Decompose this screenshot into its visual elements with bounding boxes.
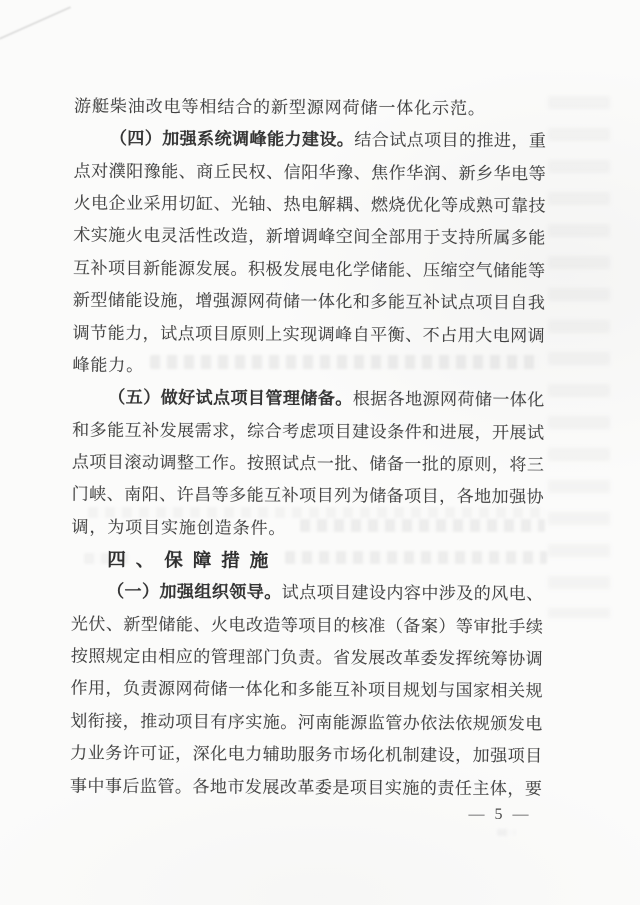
text-line [71,576,543,611]
line-text: 峰能力。 [72,355,145,375]
text-line [73,285,545,320]
text-line [73,188,545,223]
line-text: 力业务许可证，深化电力辅助服务市场化机制建设，加强项目 [70,743,543,766]
line-text: 调节能力，试点项目原则上实现调峰自平衡、不占用大电网调 [72,323,545,345]
text-line [70,770,542,805]
text-line [71,608,543,643]
line-text: 光伏、新型储能、火电改造等项目的核准（备案）等审批手续 [70,614,543,637]
section-heading: 四、保障措施 [107,548,279,571]
document-text [70,91,546,806]
paragraph-lead: （一）加强组织领导。 [107,582,282,603]
text-line [71,544,543,579]
page-number: — 5 — [468,806,532,823]
text-line [71,641,543,676]
text-line [70,705,542,740]
line-text: 事中事后监管。各地市发展改革委是项目实施的责任主体，要 [69,776,542,798]
line-text: 术实施火电灵活性改造，新增调峰空间全部用于支持所属多能 [73,225,546,248]
text-line [73,252,545,287]
line-text: 点对濮阳豫能、商丘民权、信阳华豫、焦作华润、新乡华电等 [73,161,546,184]
text-line [71,511,543,546]
text-line [74,123,546,158]
line-text: 结合试点项目的推进，重 [354,130,546,151]
line-text: 划衔接，推动项目有序实施。河南能源监管办依法依规颁发电 [70,711,543,734]
line-text: 按照规定由相应的管理部门负责。省发展改革委发挥统筹协调 [70,646,543,669]
line-text: 调，为项目实施创造条件。 [71,517,287,538]
line-text: 试点项目建设内容中涉及的风电、 [281,583,544,604]
paragraph-lead: （四）加强系统调峰能力建设。 [109,129,355,150]
line-text: 新型储能设施，增强源网荷储一体化和多能互补试点项目自我 [72,290,545,313]
line-text: 和多能互补发展需求，综合考虑项目建设条件和进展，开展试 [72,420,545,443]
line-text: 游艇柴油改电等相结合的新型源网荷储一体化示范。 [74,96,486,119]
scan-edge-artifact [0,6,71,40]
text-line [70,673,542,708]
text-line [70,738,542,773]
line-text: 作用，负责源网荷储一体化和多能互补项目规划与国家相关规 [70,679,543,701]
line-text: 点项目滚动调整工作。按照试点一批、储备一批的原则，将三 [71,452,544,475]
text-line [72,479,544,514]
text-line [73,220,545,255]
line-text: 根据各地源网荷储一体化 [352,389,545,410]
text-line [72,349,544,384]
bleed-through-artifact [497,829,515,836]
text-line [72,447,544,482]
text-line [72,414,544,449]
bleed-through-artifact [548,96,610,618]
text-line [74,91,546,126]
text-line [74,155,546,190]
line-text: 火电企业采用切缸、光轴、热电解耦、燃烧优化等成熟可靠技 [73,193,546,216]
paragraph-lead: （五）做好试点项目管理储备。 [108,388,353,409]
text-line [73,317,545,352]
text-line [72,382,544,417]
line-text: 门峡、南阳、许昌等多能互补项目列为储备项目，各地加强协 [71,484,544,507]
line-text: 互补项目新能源发展。积极发展电化学储能、压缩空气储能等 [73,258,546,281]
